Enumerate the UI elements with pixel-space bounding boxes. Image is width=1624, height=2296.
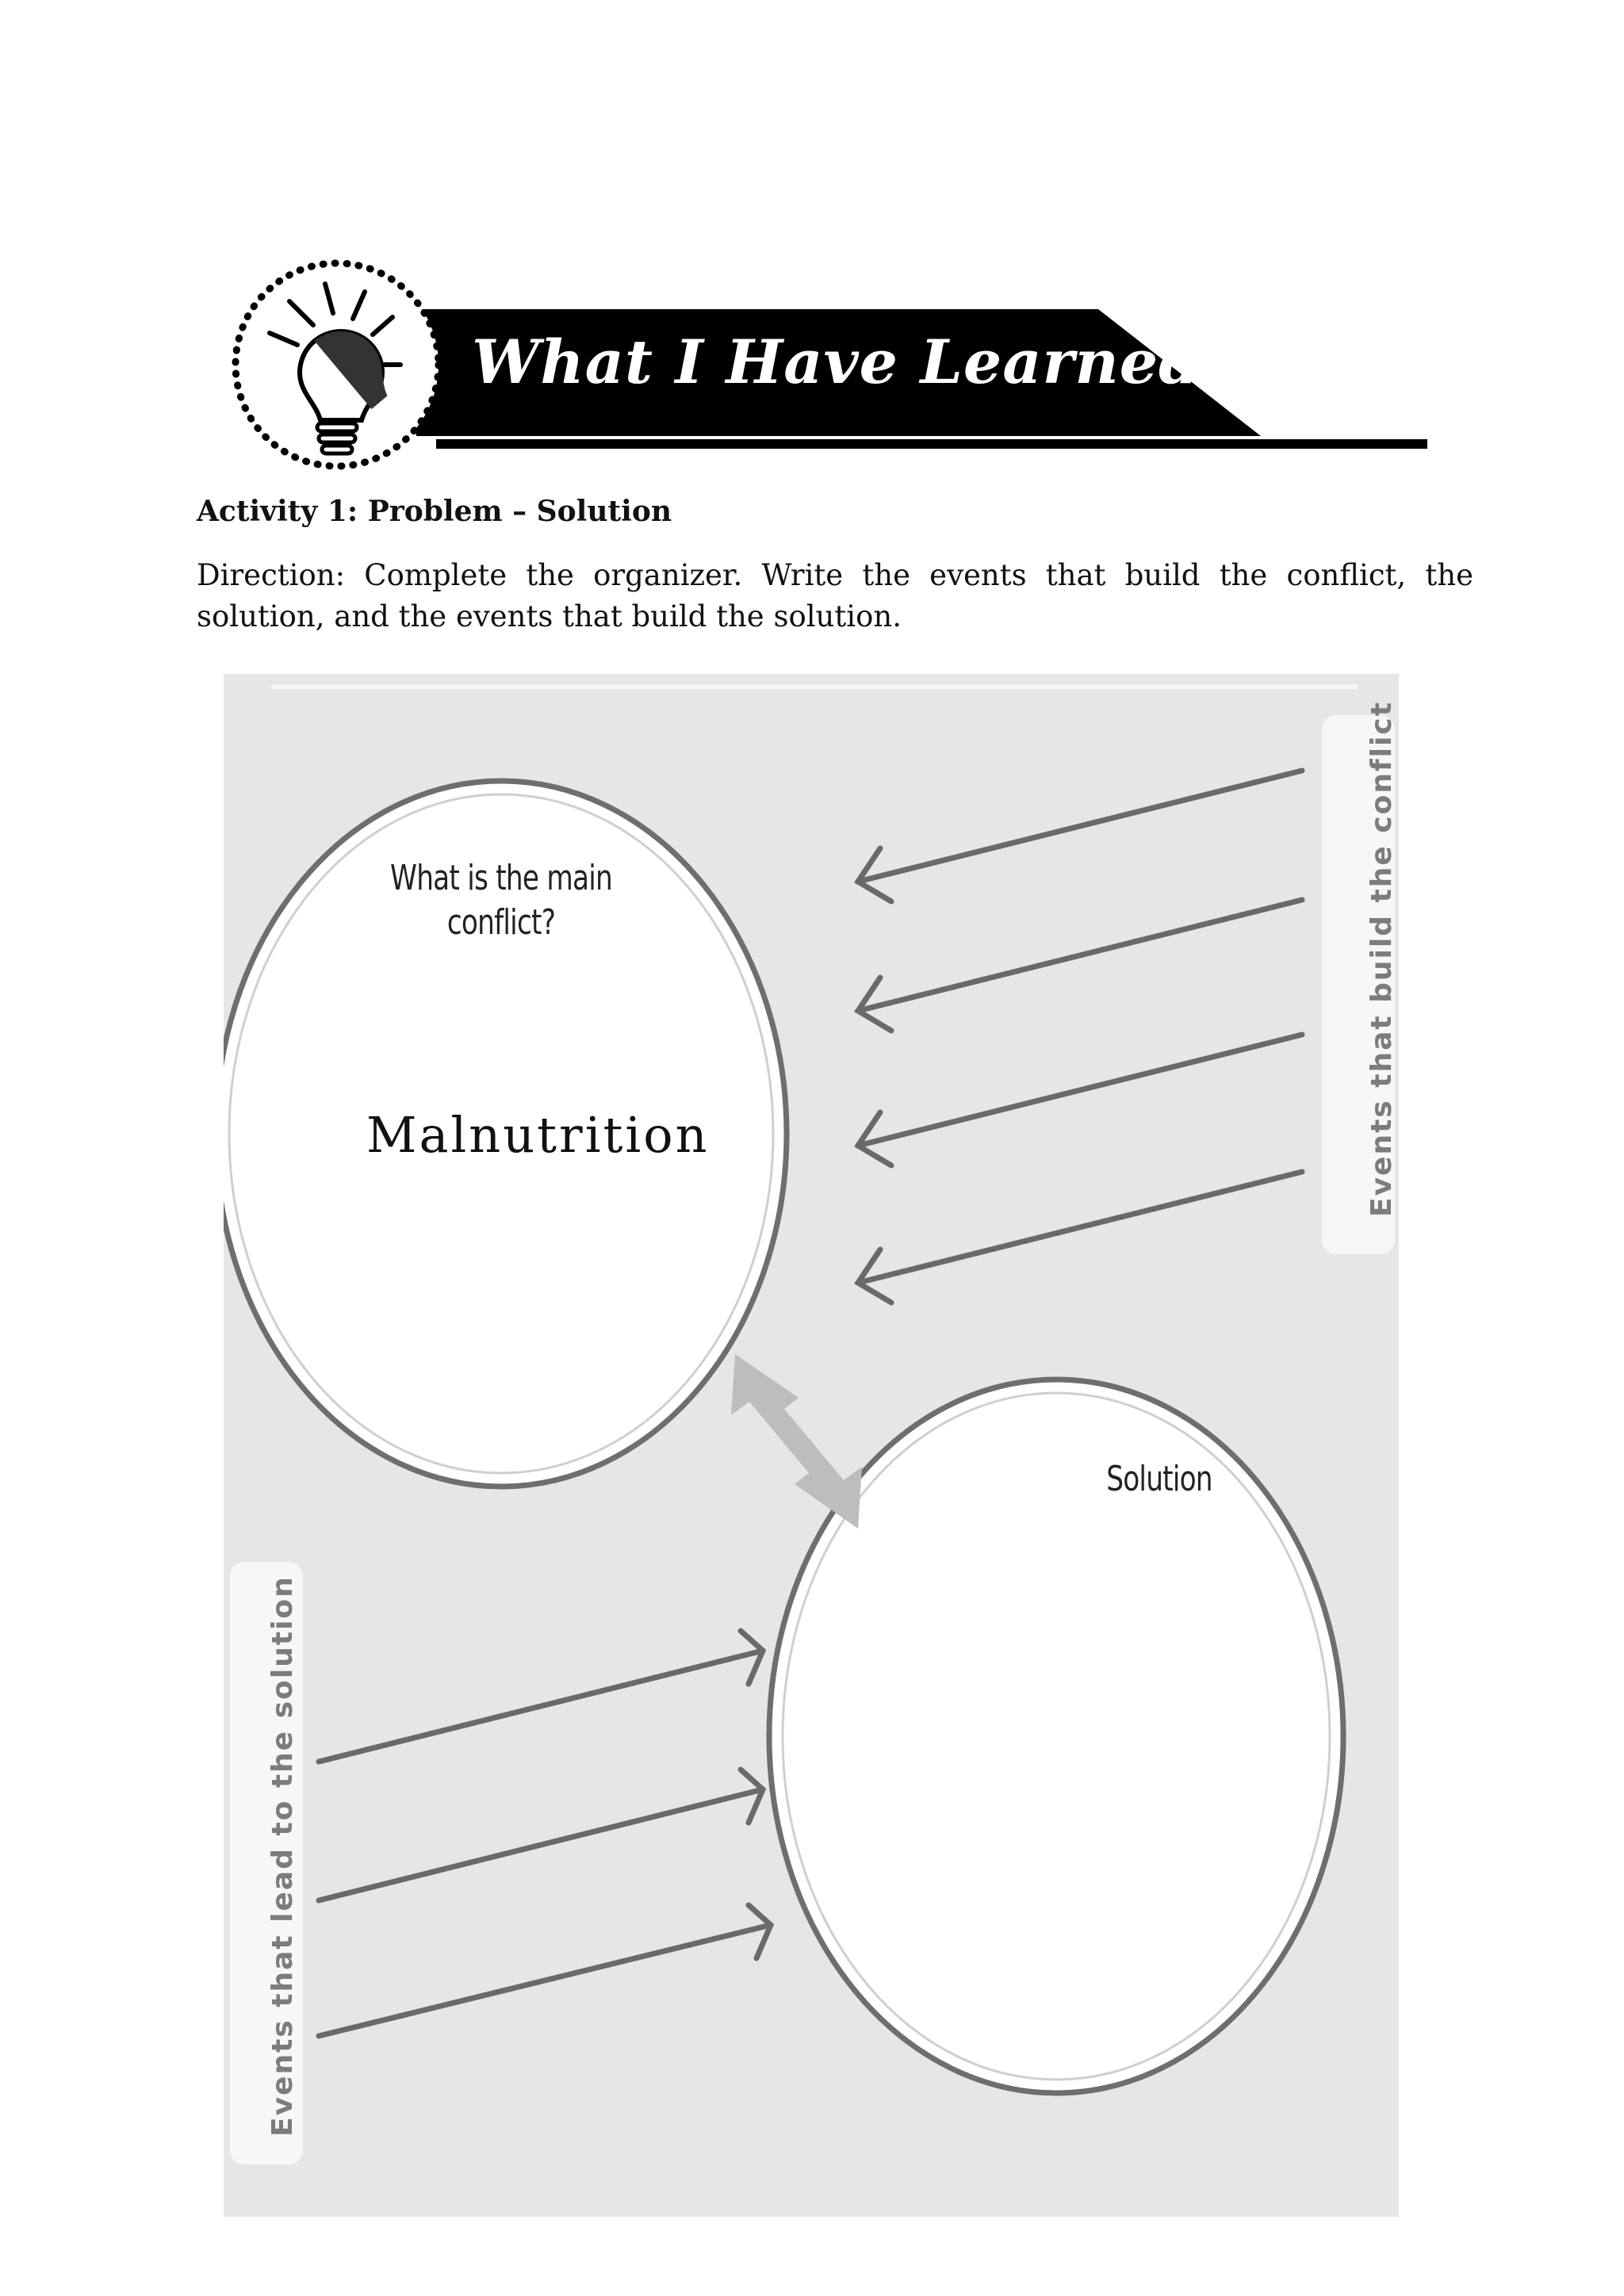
conflict-prompt: What is the main conflict? — [390, 858, 612, 943]
solution-prompt: Solution — [1106, 1459, 1212, 1499]
activity-direction: Direction: Complete the organizer. Write the events that build the conflict, the solution, and the events that build the solution. — [197, 558, 1473, 633]
problem-solution-organizer — [224, 674, 1399, 2217]
activity-title: Activity 1: Problem – Solution — [197, 495, 672, 528]
section-banner — [222, 254, 1427, 484]
conflict-answer[interactable]: Malnutrition — [366, 1106, 710, 1164]
banner-title: What I Have Learned — [472, 327, 1202, 397]
left-side-label: Events that lead to the solution — [266, 1575, 299, 2137]
banner-underline — [436, 439, 1427, 449]
right-side-label: Events that build the conflict — [1365, 701, 1398, 1217]
